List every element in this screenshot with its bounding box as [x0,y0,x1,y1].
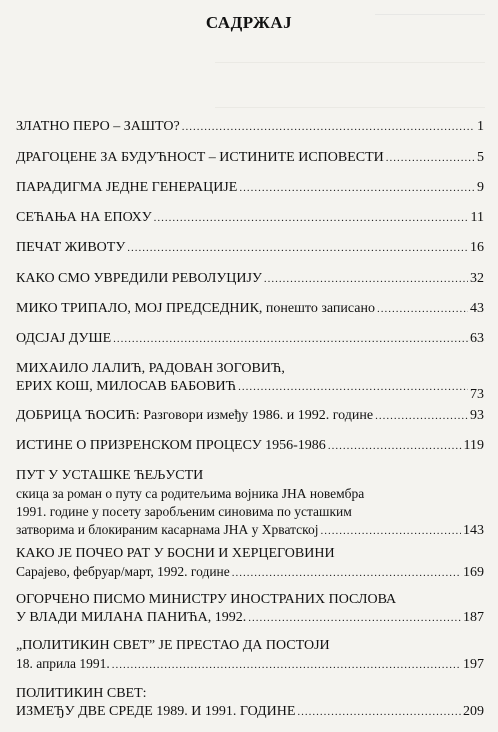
toc-entry[interactable] [16,361,484,402]
dot-leader [112,657,461,673]
toc-entry-title-continued: ЕРИХ КОШ, МИЛОСАВ БАБОВИЋ [16,379,237,394]
toc-entry-title: МИХАИЛО ЛАЛИЋ, РАДОВАН ЗОГОВИЋ, [16,361,285,376]
toc-page-number: 32 [470,271,484,286]
toc-page-number: 169 [463,565,484,580]
dot-leader [232,565,461,581]
dot-leader [154,210,469,226]
dot-leader [321,523,461,539]
toc-entry[interactable] [16,150,484,166]
toc-page-number: 143 [463,523,484,538]
dot-leader [328,438,462,454]
dot-leader [238,379,468,395]
toc-entry[interactable] [16,638,484,673]
toc-entry-title: МИКО ТРИПАЛО, МОЈ ПРЕДСЕДНИК, понешто записано [16,301,375,316]
toc-entry-title-continued: У ВЛАДИ МИЛАНА ПАНИЋА, 1992. [16,610,247,625]
toc-page-number: 63 [470,331,484,346]
toc-entry[interactable] [16,271,484,287]
toc-page-number: 93 [470,408,484,423]
toc-entry-subtitle: скица за роман о путу са родитељима војника ЈНА новембра [16,486,365,501]
toc-page-number: 5 [477,150,484,165]
toc-entry-title: ПАРАДИГМА ЈЕДНЕ ГЕНЕРАЦИЈЕ [16,180,238,195]
dot-leader [297,704,461,720]
dot-leader [264,271,468,287]
toc-page-number: 11 [470,210,484,225]
toc-entry-title-continued: ИЗМЕЂУ ДВЕ СРЕДЕ 1989. И 1991. ГОДИНЕ [16,704,296,719]
toc-page-number: 1 [477,119,484,134]
toc-entry[interactable] [16,438,484,454]
toc-entry-subtitle: Сарајево, фебруар/март, 1992. године [16,564,230,579]
dot-leader [239,180,475,196]
toc-entry-title: КАКО ЈЕ ПОЧЕО РАТ У БОСНИ И ХЕРЦЕГОВИНИ [16,546,335,561]
page-title: САДРЖАЈ [205,13,293,32]
dot-leader [386,150,475,166]
toc-entry-title: КАКО СМО УВРЕДИЛИ РЕВОЛУЦИЈУ [16,271,262,286]
toc-entry-title: ПОЛИТИКИН СВЕТ: [16,686,147,701]
toc-entry-title: ОГОРЧЕНО ПИСМО МИНИСТРУ ИНОСТРАНИХ ПОСЛОВА [16,592,397,607]
toc-entry-title: ДОБРИЦА ЋОСИЋ: Разговори између 1986. и 1992. године [16,408,374,423]
toc-page-number: 187 [463,610,484,625]
toc-page-number: 209 [463,704,484,719]
toc-entry-title: ДРАГОЦЕНЕ ЗА БУДУЋНОСТ – ИСТИНИТЕ ИСПОВЕСТИ [16,150,384,165]
dot-leader [377,301,468,317]
toc-entry[interactable] [16,210,484,226]
toc-entry-title: СЕЋАЊА НА ЕПОХУ [16,210,152,225]
toc-page-number: 197 [463,657,484,672]
toc-entry-title: ОДСЈАЈ ДУШЕ [16,331,112,346]
toc-entry[interactable] [16,180,484,196]
toc-entry-title: ПУТ У УСТАШКЕ ЋЕЉУСТИ [16,468,204,483]
toc-entry-subtitle: 18. априла 1991. [16,656,110,671]
toc-page-number: 9 [477,180,484,195]
toc-entry-title: ЗЛАТНО ПЕРО – ЗАШТО? [16,119,180,134]
toc-page-number: 119 [463,438,484,453]
toc-page-number: 16 [470,240,484,255]
dot-leader [248,610,461,626]
toc-entry[interactable] [16,546,484,581]
dot-leader [182,119,475,135]
toc-page-number: 73 [470,387,484,402]
toc-page-number: 43 [470,301,484,316]
toc-entry-subtitle: затворима и блокираним касарнама ЈНА у Хрватској [16,522,319,537]
toc-entry[interactable] [16,301,484,317]
bleed-through-decoration [215,62,485,108]
toc-entry[interactable] [16,119,484,135]
toc-entry[interactable] [16,592,484,626]
dot-leader [127,240,468,256]
toc-entry-title: ИСТИНЕ О ПРИЗРЕНСКОМ ПРОЦЕСУ 1956-1986 [16,438,326,453]
toc-entry[interactable] [16,408,484,424]
toc-entry[interactable] [16,240,484,256]
toc-entry[interactable] [16,468,484,539]
toc-entry[interactable] [16,331,484,347]
toc-entry-title: ПЕЧАТ ЖИВОТУ [16,240,126,255]
toc-entry-title: „ПОЛИТИКИН СВЕТ” ЈЕ ПРЕСТАО ДА ПОСТОЈИ [16,638,330,653]
dot-leader [113,331,468,347]
toc-entry-subtitle: 1991. године у посету заробљеним синовима по усташким [16,504,352,519]
dot-leader [375,408,468,424]
toc-entry[interactable] [16,686,484,720]
